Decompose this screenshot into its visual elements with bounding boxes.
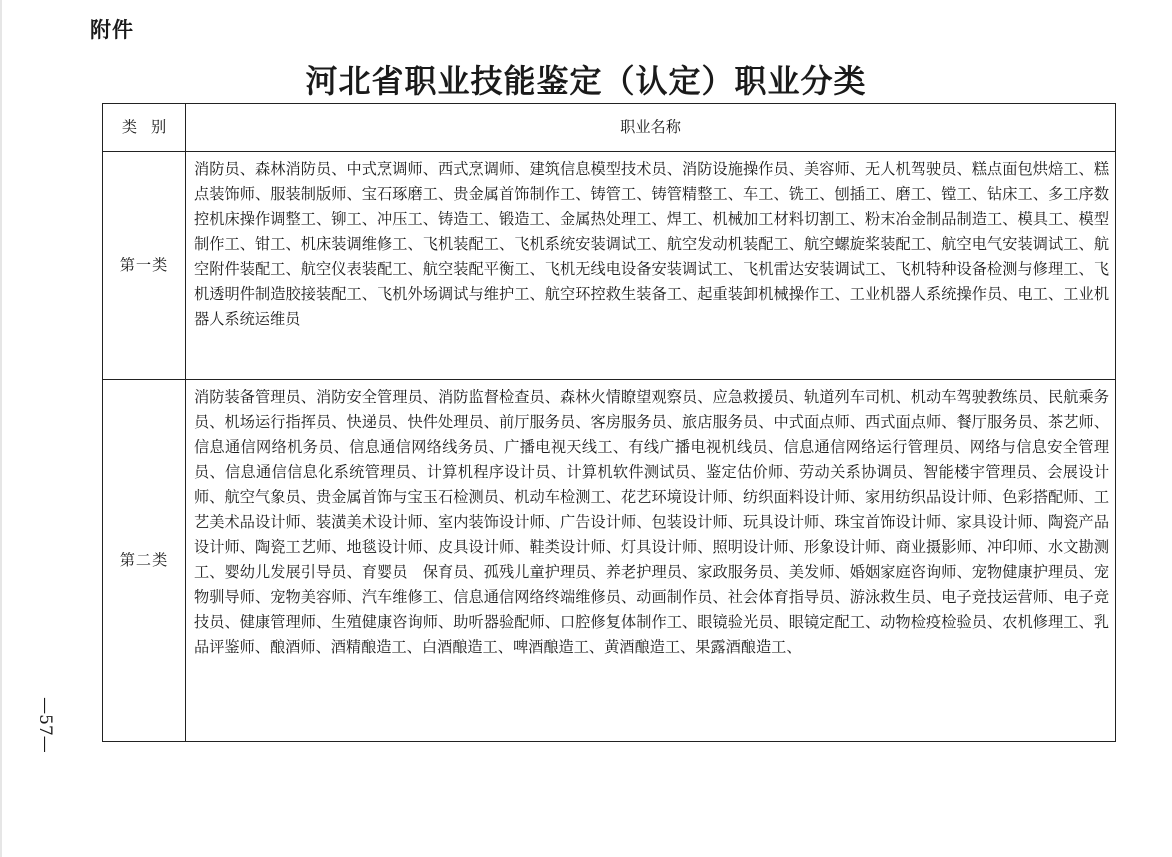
occupation-list: 消防员、森林消防员、中式烹调师、西式烹调师、建筑信息模型技术员、消防设施操作员、美容师、无人机驾驶员、糕点面包烘焙工、糕点装饰师、服装制版师、宝石琢磨工、贵金属首饰制作工、铸管工、铸管精整工、车工、铣工、刨插工、磨工、镗工、钻床工、多工序数控机床操作调整工、铆工、冲压工、铸造工、锻造工、金属热处理工、焊工、机械加工材料切割工、粉末冶金制品制造工、模具工、模型制作工、钳工、机床装调维修工、飞机装配工、飞机系统安装调试工、航空发动机装配工、航空螺旋桨装配工、航空电气安装调试工、航空附件装配工、航空仪表装配工、航空装配平衡工、飞机无线电设备安装调试工、飞机雷达安装调试工、飞机特种设备检测与修理工、飞机透明件制造胶接装配工、飞机外场调试与维护工、航空环控救生装备工、起重装卸机械操作工、工业机器人系统操作员、电工、工业机器人系统运维员: [186, 152, 1116, 380]
table-row: [103, 380, 1116, 742]
table-row: [103, 152, 1116, 380]
page-number: [30, 690, 60, 760]
header-category-label: 类别: [121, 118, 181, 136]
occupation-classification-table: [102, 103, 1116, 742]
attachment-label: 附件: [90, 18, 134, 42]
table-header-row: [103, 104, 1116, 152]
page-title: 河北省职业技能鉴定（认定）职业分类: [305, 62, 867, 100]
header-category: [103, 104, 186, 152]
header-occupation-names: 职业名称: [186, 104, 1116, 152]
page-edge: [0, 0, 2, 857]
category-cell: 第一类: [103, 152, 186, 380]
page-number-text: —57—: [35, 697, 56, 753]
occupation-list: 消防装备管理员、消防安全管理员、消防监督检查员、森林火情瞭望观察员、应急救援员、轨道列车司机、机动车驾驶教练员、民航乘务员、机场运行指挥员、快递员、快件处理员、前厅服务员、客房服务员、旅店服务员、中式面点师、西式面点师、餐厅服务员、茶艺师、信息通信网络机务员、信息通信网络线务员、广播电视天线工、有线广播电视机线员、信息通信网络运行管理员、网络与信息安全管理员、信息通信信息化系统管理员、计算机程序设计员、计算机软件测试员、鉴定估价师、劳动关系协调员、智能楼宇管理员、会展设计师、航空气象员、贵金属首饰与宝玉石检测员、机动车检测工、花艺环境设计师、纺织面料设计师、家用纺织品设计师、色彩搭配师、工艺美术品设计师、装潢美术设计师、室内装饰设计师、广告设计师、包装设计师、玩具设计师、珠宝首饰设计师、家具设计师、陶瓷产品设计师、陶瓷工艺师、地毯设计师、皮具设计师、鞋类设计师、灯具设计师、照明设计师、形象设计师、商业摄影师、冲印师、水文勘测工、婴幼儿发展引导员、育婴员 保育员、孤残儿童护理员、养老护理员、家政服务员、美发师、婚姻家庭咨询师、宠物健康护理员、宠物驯导师、宠物美容师、汽车维修工、信息通信网络终端维修员、动画制作员、社会体育指导员、游泳救生员、电子竞技运营师、电子竞技员、健康管理师、生殖健康咨询师、助听器验配师、口腔修复体制作工、眼镜验光员、眼镜定配工、动物检疫检验员、农机修理工、乳品评鉴师、酿酒师、酒精酿造工、白酒酿造工、啤酒酿造工、黄酒酿造工、果露酒酿造工、: [186, 380, 1116, 742]
category-cell: 第二类: [103, 380, 186, 742]
